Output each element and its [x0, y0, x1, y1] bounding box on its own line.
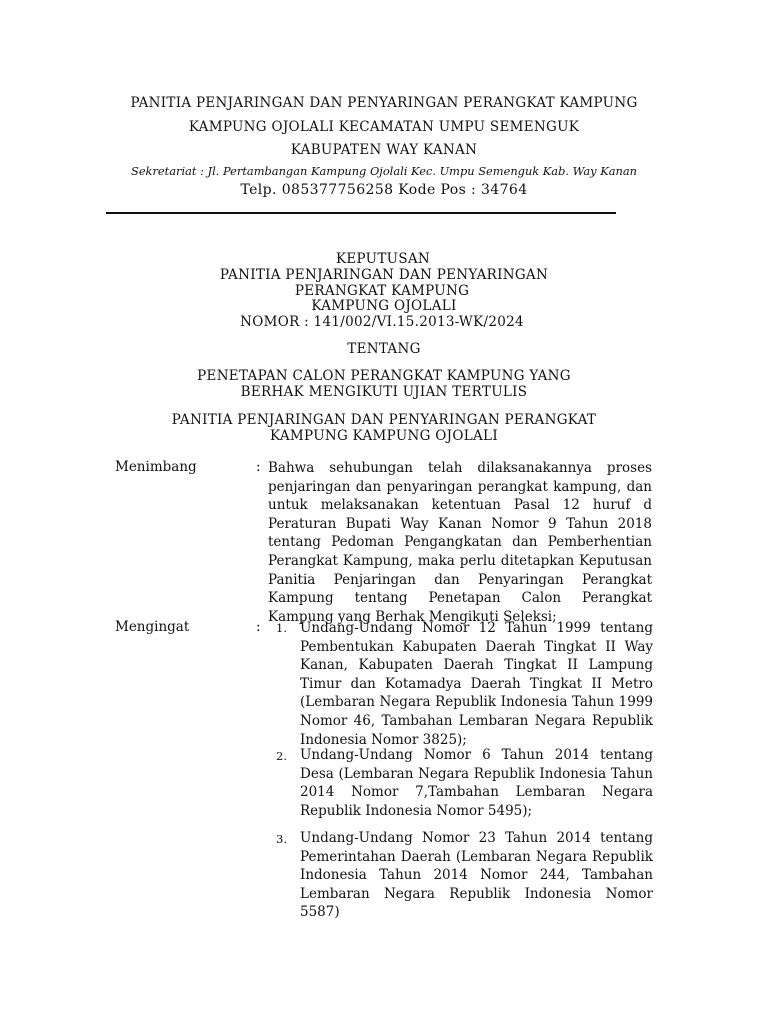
mengingat-colon: :	[256, 619, 261, 635]
decision-issuer-line-3: KAMPUNG OJOLALI	[311, 298, 457, 314]
mengingat-item-text: Undang-Undang Nomor 12 Tahun 1999 tentang Pembentukan Kabupaten Daerah Tingkat II Way Kanan, Kabupaten Daerah Tingkat II Lampung Timur dan Kotamadya Daerah Tingkat II Metro (Lembaran Negara Republik Indonesia Tahun 1999 Nomor 46, Tambahan Lembaran Negara Republik Indonesia Nomor 3825);	[300, 620, 653, 748]
committee-line-1: PANITIA PENJARINGAN DAN PENYARINGAN PERANGKAT	[171, 412, 597, 428]
mengingat-label: Mengingat	[115, 619, 190, 635]
decision-issuer-line-1: PANITIA PENJARINGAN DAN PENYARINGAN	[219, 267, 549, 283]
decision-title: KEPUTUSAN	[335, 251, 431, 267]
letterhead-line-1: PANITIA PENJARINGAN DAN PENYARINGAN PERANGKAT KAMPUNG	[130, 95, 638, 111]
decision-number: NOMOR : 141/002/VI.15.2013-WK/2024	[240, 314, 524, 330]
letterhead-secretariat: Sekretariat : Jl. Pertambangan Kampung Ojolali Kec. Umpu Semenguk Kab. Way Kanan	[131, 164, 637, 178]
decision-about: TENTANG	[347, 341, 421, 357]
mengingat-item-number: 1.	[276, 621, 287, 635]
mengingat-item-text: Undang-Undang Nomor 6 Tahun 2014 tentang Desa (Lembaran Negara Republik Indonesia Tahun 2014 Nomor 7,Tambahan Lembaran Negara Republik Indonesia Nomor 5495);	[300, 747, 653, 819]
mengingat-item-number: 2.	[276, 749, 287, 763]
letterhead-divider	[106, 212, 616, 214]
letterhead-line-2: KAMPUNG OJOLALI KECAMATAN UMPU SEMENGUK	[188, 119, 580, 135]
letterhead-phone: Telp. 085377756258 Kode Pos : 34764	[240, 182, 528, 198]
decision-subject-line-2: BERHAK MENGIKUTI UJIAN TERTULIS	[240, 384, 528, 400]
letterhead-line-3: KABUPATEN WAY KANAN	[290, 142, 478, 158]
menimbang-text-content: Bahwa sehubungan telah dilaksanakannya proses penjaringan dan penyaringan perangkat kampung, dan untuk melaksanakan ketentuan Pasal 12 huruf d Peraturan Bupati Way Kanan Nomor 9 Tahun 2018 tentang Pedoman Pengangkatan dan Pemberhentian Perangkat Kampung, maka perlu ditetapkan Keputusan Panitia Penjaringan dan Penyaringan Perangkat Kampung tentang Penetapan Calon Perangkat Kampung yang Berhak Mengikuti Seleksi;	[268, 460, 652, 625]
committee-line-2: KAMPUNG KAMPUNG OJOLALI	[270, 428, 498, 444]
menimbang-text	[268, 459, 652, 626]
mengingat-item-text: Undang-Undang Nomor 23 Tahun 2014 tentang Pemerintahan Daerah (Lembaran Negara Republik Indonesia Tahun 2014 Nomor 244, Tambahan Lembaran Negara Republik Indonesia Nomor 5587)	[300, 830, 653, 921]
menimbang-colon: :	[256, 459, 261, 475]
mengingat-item-number: 3.	[276, 832, 287, 846]
decision-issuer-line-2: PERANGKAT KAMPUNG	[294, 283, 470, 299]
decision-subject-line-1: PENETAPAN CALON PERANGKAT KAMPUNG YANG	[197, 368, 571, 384]
menimbang-label: Menimbang	[115, 459, 197, 475]
